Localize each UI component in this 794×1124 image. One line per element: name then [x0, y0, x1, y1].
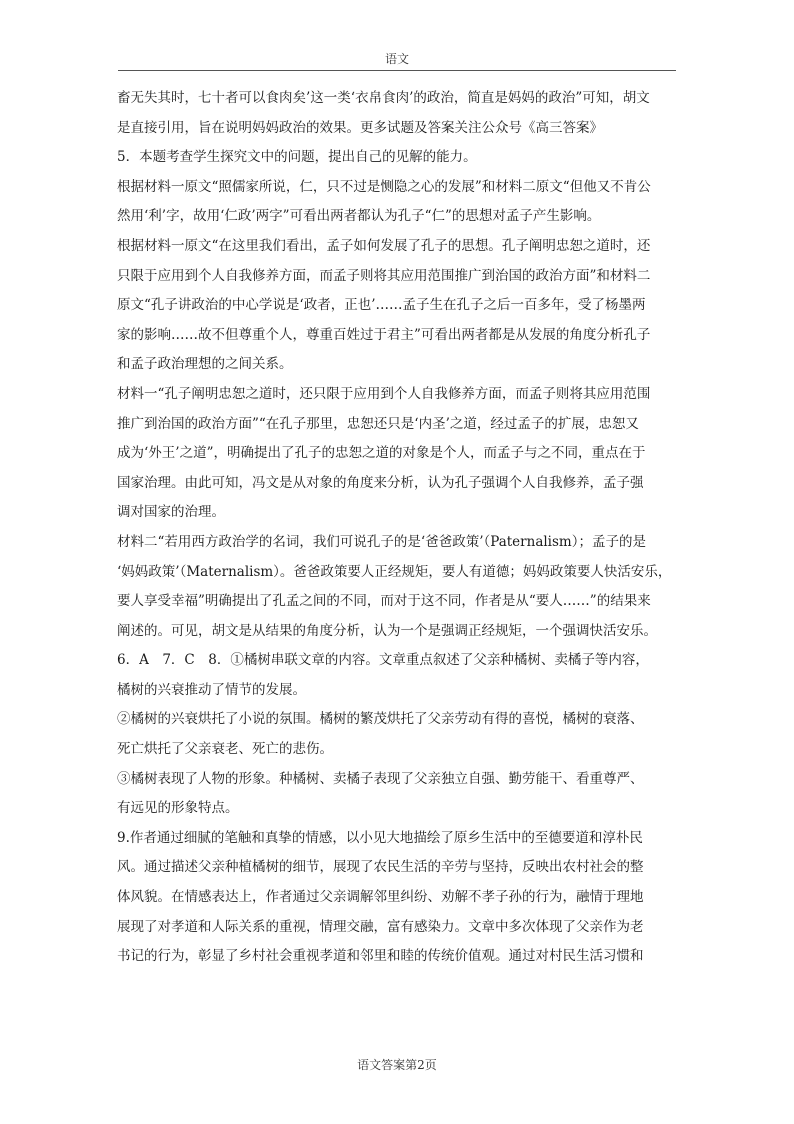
text-line: 成为‘外王’之道”，明确提出了孔子的忠恕之道的对象是个人，而孟子与之不同，重点在于: [117, 445, 646, 462]
text-line: ‘妈妈政策’（Maternalism）。爸爸政策要人正经规矩，要人有道德；妈妈政策要人快活安乐，: [117, 563, 672, 580]
text-line: 调对国家的治理。: [117, 504, 225, 521]
text-line: 只限于应用到个人自我修养方面，而孟子则将其应用范围推广到治国的政治方面”和材料二: [117, 267, 651, 284]
text-line: 书记的行为，彰显了乡村社会重视孝道和邻里和睦的传统价值观。通过对村民生活习惯和: [117, 948, 644, 965]
text-line: ②橘树的兴衰烘托了小说的氛围。橘树的繁茂烘托了父亲劳动有得的喜悦，橘树的衰落、: [117, 711, 644, 728]
text-line: 有远见的形象特点。: [117, 800, 239, 817]
text-line: 材料二“若用西方政治学的名词，我们可说孔子的是‘爸爸政策’（Paternalism）；孟子的是: [117, 533, 646, 550]
text-line: 死亡烘托了父亲衰老、死亡的悲伤。: [117, 741, 333, 758]
text-line: 国家治理。由此可知，冯文是从对象的角度来分析，认为孔子强调个人自我修养，孟子强: [117, 474, 644, 491]
text-line: 风。通过描述父亲种植橘树的细节，展现了农民生活的辛劳与坚持，反映出农村社会的整: [117, 859, 644, 876]
text-line: 然用‘利’字，故用‘仁政’两字”可看出两者都认为孔子“仁”的思想对孟子产生影响。: [117, 208, 601, 225]
text-line: 根据材料一原文“照儒家所说，仁，只不过是恻隐之心的发展”和材料二原文“但他又不肯公: [117, 178, 651, 195]
text-line: ③橘树表现了人物的形象。种橘树、卖橘子表现了父亲独立自强、勤劳能干、看重尊严、: [117, 770, 644, 787]
header-divider: [118, 70, 676, 71]
text-line: 展现了对孝道和人际关系的重视，情理交融，富有感染力。文章中多次体现了父亲作为老: [117, 918, 644, 935]
text-line: 根据材料一原文“在这里我们看出，孟子如何发展了孔子的思想。孔子阐明忠恕之道时，还: [117, 237, 651, 254]
text-line: 材料一“孔子阐明忠恕之道时，还只限于应用到个人自我修养方面，而孟子则将其应用范围: [117, 385, 651, 402]
text-line: 畜无失其时，七十者可以食肉矣’这一类‘衣帛食肉’的政治，简直是妈妈的政治”可知，胡文: [117, 90, 650, 106]
text-line: 和孟子政治理想的之间关系。: [117, 356, 293, 373]
text-line: 推广到治国的政治方面”“在孔子那里，忠恕还只是‘内圣’之道，经过孟子的扩展，忠恕又: [117, 415, 639, 432]
text-line: 6．A 7．C 8．①橘树串联文章的内容。文章重点叙述了父亲种橘树、卖橘子等内容，: [117, 652, 649, 669]
text-line: 9.作者通过细腻的笔触和真挚的情感，以小见大地描绘了原乡生活中的至德要道和淳朴民: [117, 829, 643, 846]
text-line: 橘树的兴衰推动了情节的发展。: [117, 681, 306, 698]
page-header: 语文: [384, 52, 409, 66]
text-line: 要人享受幸福”明确提出了孔孟之间的不同，而对于这不同，作者是从“要人……”的结果来: [117, 593, 651, 610]
answer-body: [117, 84, 685, 972]
text-line: 家的影响……故不但尊重个人，尊重百姓过于君主”可看出两者都是从发展的角度分析孔子: [117, 326, 651, 343]
text-line: 阐述的。可见，胡文是从结果的角度分析，认为一个是强调正经规矩，一个强调快活安乐。: [117, 622, 657, 639]
text-line: 原文“孔子讲政治的中心学说是‘政者，正也’……孟子生在孔子之后一百多年，受了杨墨两: [117, 297, 646, 314]
text-line: 是直接引用，旨在说明妈妈政治的效果。更多试题及答案关注公众号《高三答案》: [117, 119, 603, 136]
text-line: 体风貌。在情感表达上，作者通过父亲调解邻里纠纷、劝解不孝子孙的行为，融情于理地: [117, 889, 644, 906]
text-line: 5．本题考查学生探究文中的问题，提出自己的见解的能力。: [117, 149, 477, 166]
page-footer: 语文答案第2页: [357, 1058, 437, 1072]
